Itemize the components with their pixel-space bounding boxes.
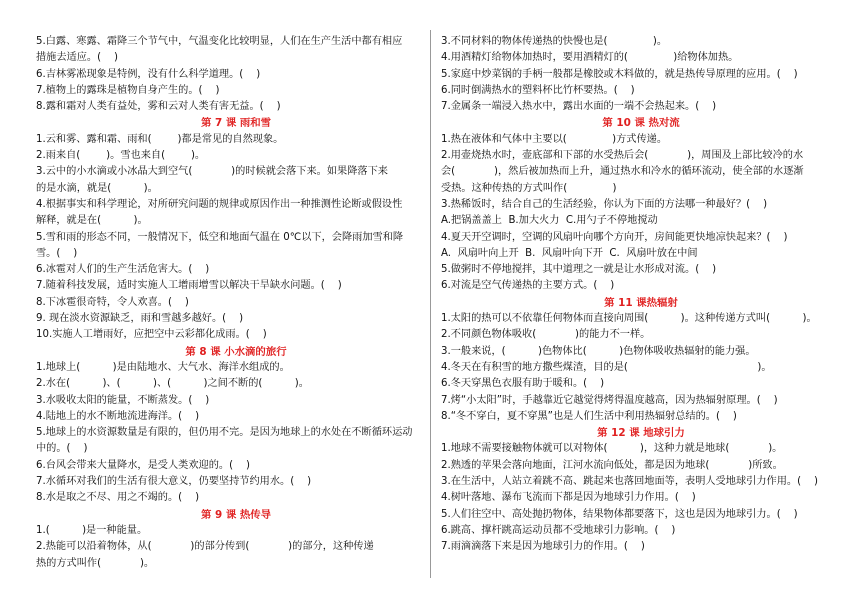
question-line: 6.对流是空气传递热的主要方式。( ) xyxy=(441,280,615,292)
question-line: 3.不同材料的物体传递热的快慢也是( )。 xyxy=(441,36,668,47)
question-line: 2.不同颜色物体吸收( )的能力不一样。 xyxy=(441,329,651,341)
section-heading: 第 12 课 地球引力 xyxy=(597,427,685,440)
question-line: 8.下冰雹很奇特，令人欢喜。( ) xyxy=(36,296,189,308)
question-line: 4.冬天在有积雪的地方撒些煤渣，目的是( )。 xyxy=(441,361,772,373)
question-line: 5.做粥时不停地搅拌，其中道理之一就是让水形成对流。( ) xyxy=(441,264,717,276)
question-line: 1.地球上( )是由陆地水、大气水、海洋水组成的。 xyxy=(36,361,290,373)
column-divider xyxy=(430,30,431,578)
question-line: 3.一般来说，( )色物体比( )色物体吸收热辐射的能力强。 xyxy=(441,345,756,357)
question-line: 7.雨滴滴落下来是因为地球引力的作用。( ) xyxy=(441,541,645,553)
question-line: 6.台风会带来大量降水，是受人类欢迎的。( ) xyxy=(36,459,250,471)
question-line: 8.露和霜对人类有益处，雾和云对人类有害无益。( ) xyxy=(36,101,281,113)
question-line: 6.跳高、撑杆跳高运动员都不受地球引力影响。( ) xyxy=(441,524,676,536)
question-line: 3.在生活中，人站立着跳不高、跳起来也落回地面等，表明人受地球引力作用。( ) xyxy=(441,476,818,488)
question-line: 7.烤“小太阳”时，手越靠近它越觉得烤得温度越高，因为热辐射原理。( ) xyxy=(441,394,778,406)
question-line: 10.实施人工增雨好，应把空中云彩都化成雨。( ) xyxy=(36,329,267,341)
question-line: 受热。这种传热的方式叫作( ) xyxy=(441,182,617,194)
question-line: 5.白露、寒露、霜降三个节气中，气温变化比较明显，人们在生产生活中都有相应 xyxy=(36,36,403,47)
question-line: 解释，就是在( )。 xyxy=(36,215,148,227)
question-line: 的是水滴，就是( )。 xyxy=(36,182,158,194)
section-heading: 第 11 课热辐射 xyxy=(604,296,678,309)
right-column xyxy=(441,34,841,556)
question-line: 7.随着科技发展，适时实施人工增雨增雪以解决干旱缺水问题。( ) xyxy=(36,280,342,292)
question-line: 2.水在( )、( )、( )之间不断的( )。 xyxy=(36,378,309,390)
left-column xyxy=(36,34,436,572)
question-line: A.把锅盖盖上 B.加大火力 C.用勺子不停地搅动 xyxy=(441,215,658,227)
section-heading: 第 9 课 热传导 xyxy=(200,508,272,521)
question-line: 1.地球不需要接触物体就可以对物体( )，这种力就是地球( )。 xyxy=(441,443,783,455)
question-line: 4.根据事实和科学理论，对所研究问题的规律或原因作出一种推测性论断或假设性 xyxy=(36,198,403,210)
question-line: 6.吉林雾凇现象是特例，没有什么科学道理。( ) xyxy=(36,68,261,80)
question-line: 1.云和雾、露和霜、雨和( )都是常见的自然现象。 xyxy=(36,133,284,145)
question-line: 8.水是取之不尽、用之不竭的。( ) xyxy=(36,492,200,504)
question-line: 2.雨来自( )。雪也来自( )。 xyxy=(36,150,206,162)
question-line: 1.太阳的热可以不依靠任何物体而直接向周围( )。这种传递方式叫( )。 xyxy=(441,313,817,325)
question-line: 4.树叶落地、瀑布飞流而下都是因为地球引力作用。( ) xyxy=(441,492,696,504)
question-line: 3.云中的小水滴或小冰晶大到空气( )的时候就会落下来。如果降落下来 xyxy=(36,166,388,178)
question-line: 4.陆地上的水不断地流进海洋。( ) xyxy=(36,410,200,422)
question-line: 5.雪和雨的形态不同，一般情况下，低空和地面气温在 0℃以下，会降雨加雪和降 xyxy=(36,231,404,243)
question-line: 6.同时倒满热水的塑料杯比竹杯要热。( ) xyxy=(441,84,635,96)
question-line: 中的。( ) xyxy=(36,443,88,455)
question-line: 2.熟透的苹果会落向地面，江河水流向低处，都是因为地球( )所致。 xyxy=(441,459,783,471)
question-line: 7.金属条一端浸入热水中，露出水面的一端不会热起来。( ) xyxy=(441,101,717,113)
question-line: 雪。( ) xyxy=(36,247,78,259)
question-line: 4.夏天开空调时，空调的风扇叶向哪个方向开，房间能更快地凉快起来？( ) xyxy=(441,231,788,243)
question-line: 1.( )是一种能量。 xyxy=(36,524,148,536)
question-line: 热的方式叫作( )。 xyxy=(36,557,155,569)
section-heading: 第 7 课 雨和雪 xyxy=(200,117,272,130)
question-line: 5.家庭中炒菜锅的手柄一般都是橡胶或木料做的，就是热传导原理的应用。( ) xyxy=(441,68,798,80)
question-line: 2.热能可以沿着物体，从( )的部分传到( )的部分，这种传递 xyxy=(36,541,374,553)
question-line: A. 风扇叶向上开 B. 风扇叶向下开 C. 风扇叶放在中间 xyxy=(441,247,698,259)
question-line: 措施去适应。( ) xyxy=(36,52,119,64)
question-line: 3.热稀饭时，结合自己的生活经验，你认为下面的方法哪一种最好？( ) xyxy=(441,198,768,210)
section-heading: 第 10 课 热对流 xyxy=(602,117,680,130)
question-line: 8.“冬不穿白，夏不穿黑”也是人们生活中利用热辐射总结的。( ) xyxy=(441,410,737,422)
question-line: 7.植物上的露珠是植物自身产生的。( ) xyxy=(36,84,220,96)
section-heading: 第 8 课 小水滴的旅行 xyxy=(185,345,287,358)
question-line: 9. 现在淡水资源缺乏，雨和雪越多越好。( ) xyxy=(36,313,244,325)
question-line: 3.水吸收太阳的能量，不断蒸发。( ) xyxy=(36,394,210,406)
question-line: 6.冰雹对人们的生产生活危害大。( ) xyxy=(36,264,210,276)
question-line: 2.用壶烧热水时，壶底部和下部的水受热后会( )，周围及上部比较冷的水 xyxy=(441,150,804,162)
question-line: 会( )，然后被加热而上升，通过热水和冷水的循环流动，使全部的水逐渐 xyxy=(441,166,804,178)
question-line: 1.热在液体和气体中主要以( )方式传递。 xyxy=(441,133,668,145)
question-line: 6.冬天穿黑色衣服有助于暖和。( ) xyxy=(441,378,605,390)
question-line: 7.水循环对我们的生活有很大意义，仍要坚持节约用水。( ) xyxy=(36,476,312,488)
question-line: 5.地球上的水资源数量是有限的，但仍用不完。是因为地球上的水处在不断循环运动 xyxy=(36,427,413,439)
question-line: 5.人们往空中、高处抛扔物体，结果物体都要落下，这也是因为地球引力。( ) xyxy=(441,508,798,520)
question-line: 4.用酒精灯给物体加热时，要用酒精灯的( )给物体加热。 xyxy=(441,52,739,64)
